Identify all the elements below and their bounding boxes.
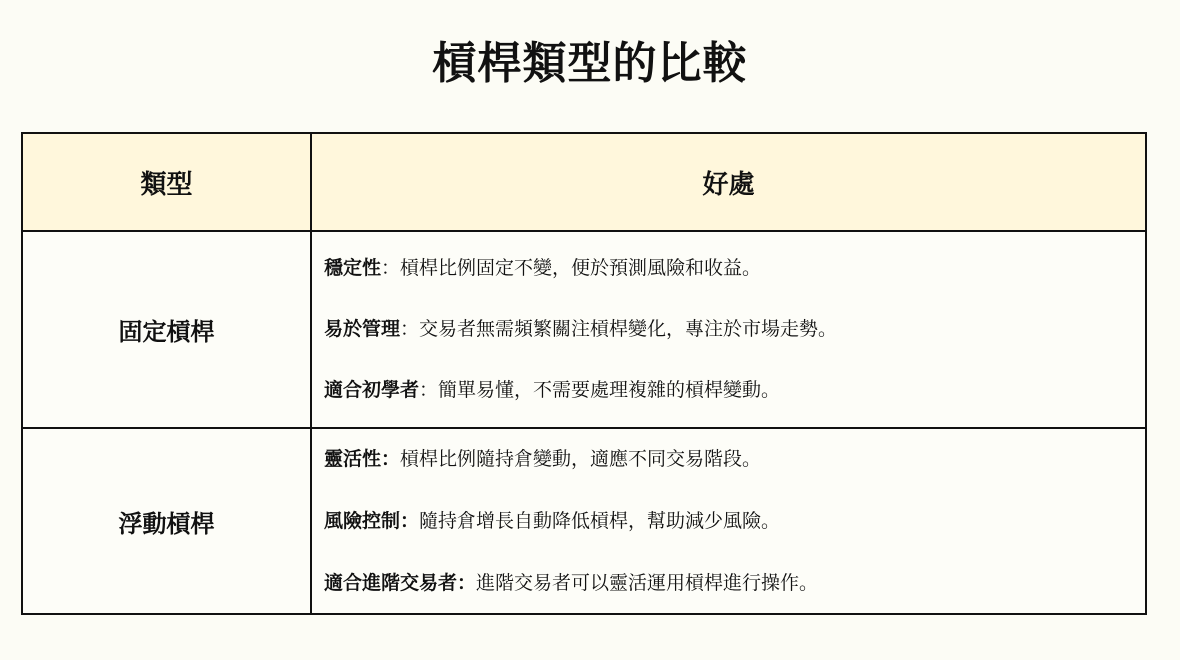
benefit-item [324,569,1145,597]
benefit-term: 穩定性 [324,257,382,279]
benefit-separator: ： [381,448,401,470]
header-type: 類型 [22,133,311,231]
benefit-separator: ： [457,572,477,594]
header-benefits: 好處 [311,133,1146,231]
benefit-item [324,254,1145,282]
benefit-description: 簡單易懂，不需要處理複雜的槓桿變動。 [438,379,781,401]
type-cell: 固定槓桿 [22,231,311,428]
benefit-term: 適合進階交易者 [324,572,458,594]
benefit-description: 隨持倉增長自動降低槓桿，幫助減少風險。 [419,510,781,532]
page-title: 槓桿類型的比較 [432,38,748,89]
benefit-separator: ： [400,510,420,532]
benefit-item [324,376,1145,404]
benefit-term: 靈活性 [324,448,382,470]
benefit-separator: ： [381,257,401,279]
comparison-table [21,132,1147,615]
benefit-term: 適合初學者 [324,379,420,401]
table-row-fixed-leverage [22,231,1146,428]
benefit-item [324,315,1145,343]
benefit-separator: ： [419,379,439,401]
benefit-item [324,507,1145,535]
benefit-description: 交易者無需頻繁關注槓桿變化，專注於市場走勢。 [419,318,838,340]
benefits-cell [311,231,1146,428]
benefit-term: 易於管理 [324,318,401,340]
table-row-floating-leverage [22,428,1146,614]
benefit-term: 風險控制 [324,510,401,532]
type-cell: 浮動槓桿 [22,428,311,614]
table-header-row [22,133,1146,231]
benefit-description: 進階交易者可以靈活運用槓桿進行操作。 [476,572,819,594]
benefit-item [324,445,1145,473]
benefit-description: 槓桿比例隨持倉變動，適應不同交易階段。 [400,448,762,470]
benefit-description: 槓桿比例固定不變，便於預測風險和收益。 [400,257,762,279]
benefit-separator: ： [400,318,420,340]
benefits-cell [311,428,1146,614]
